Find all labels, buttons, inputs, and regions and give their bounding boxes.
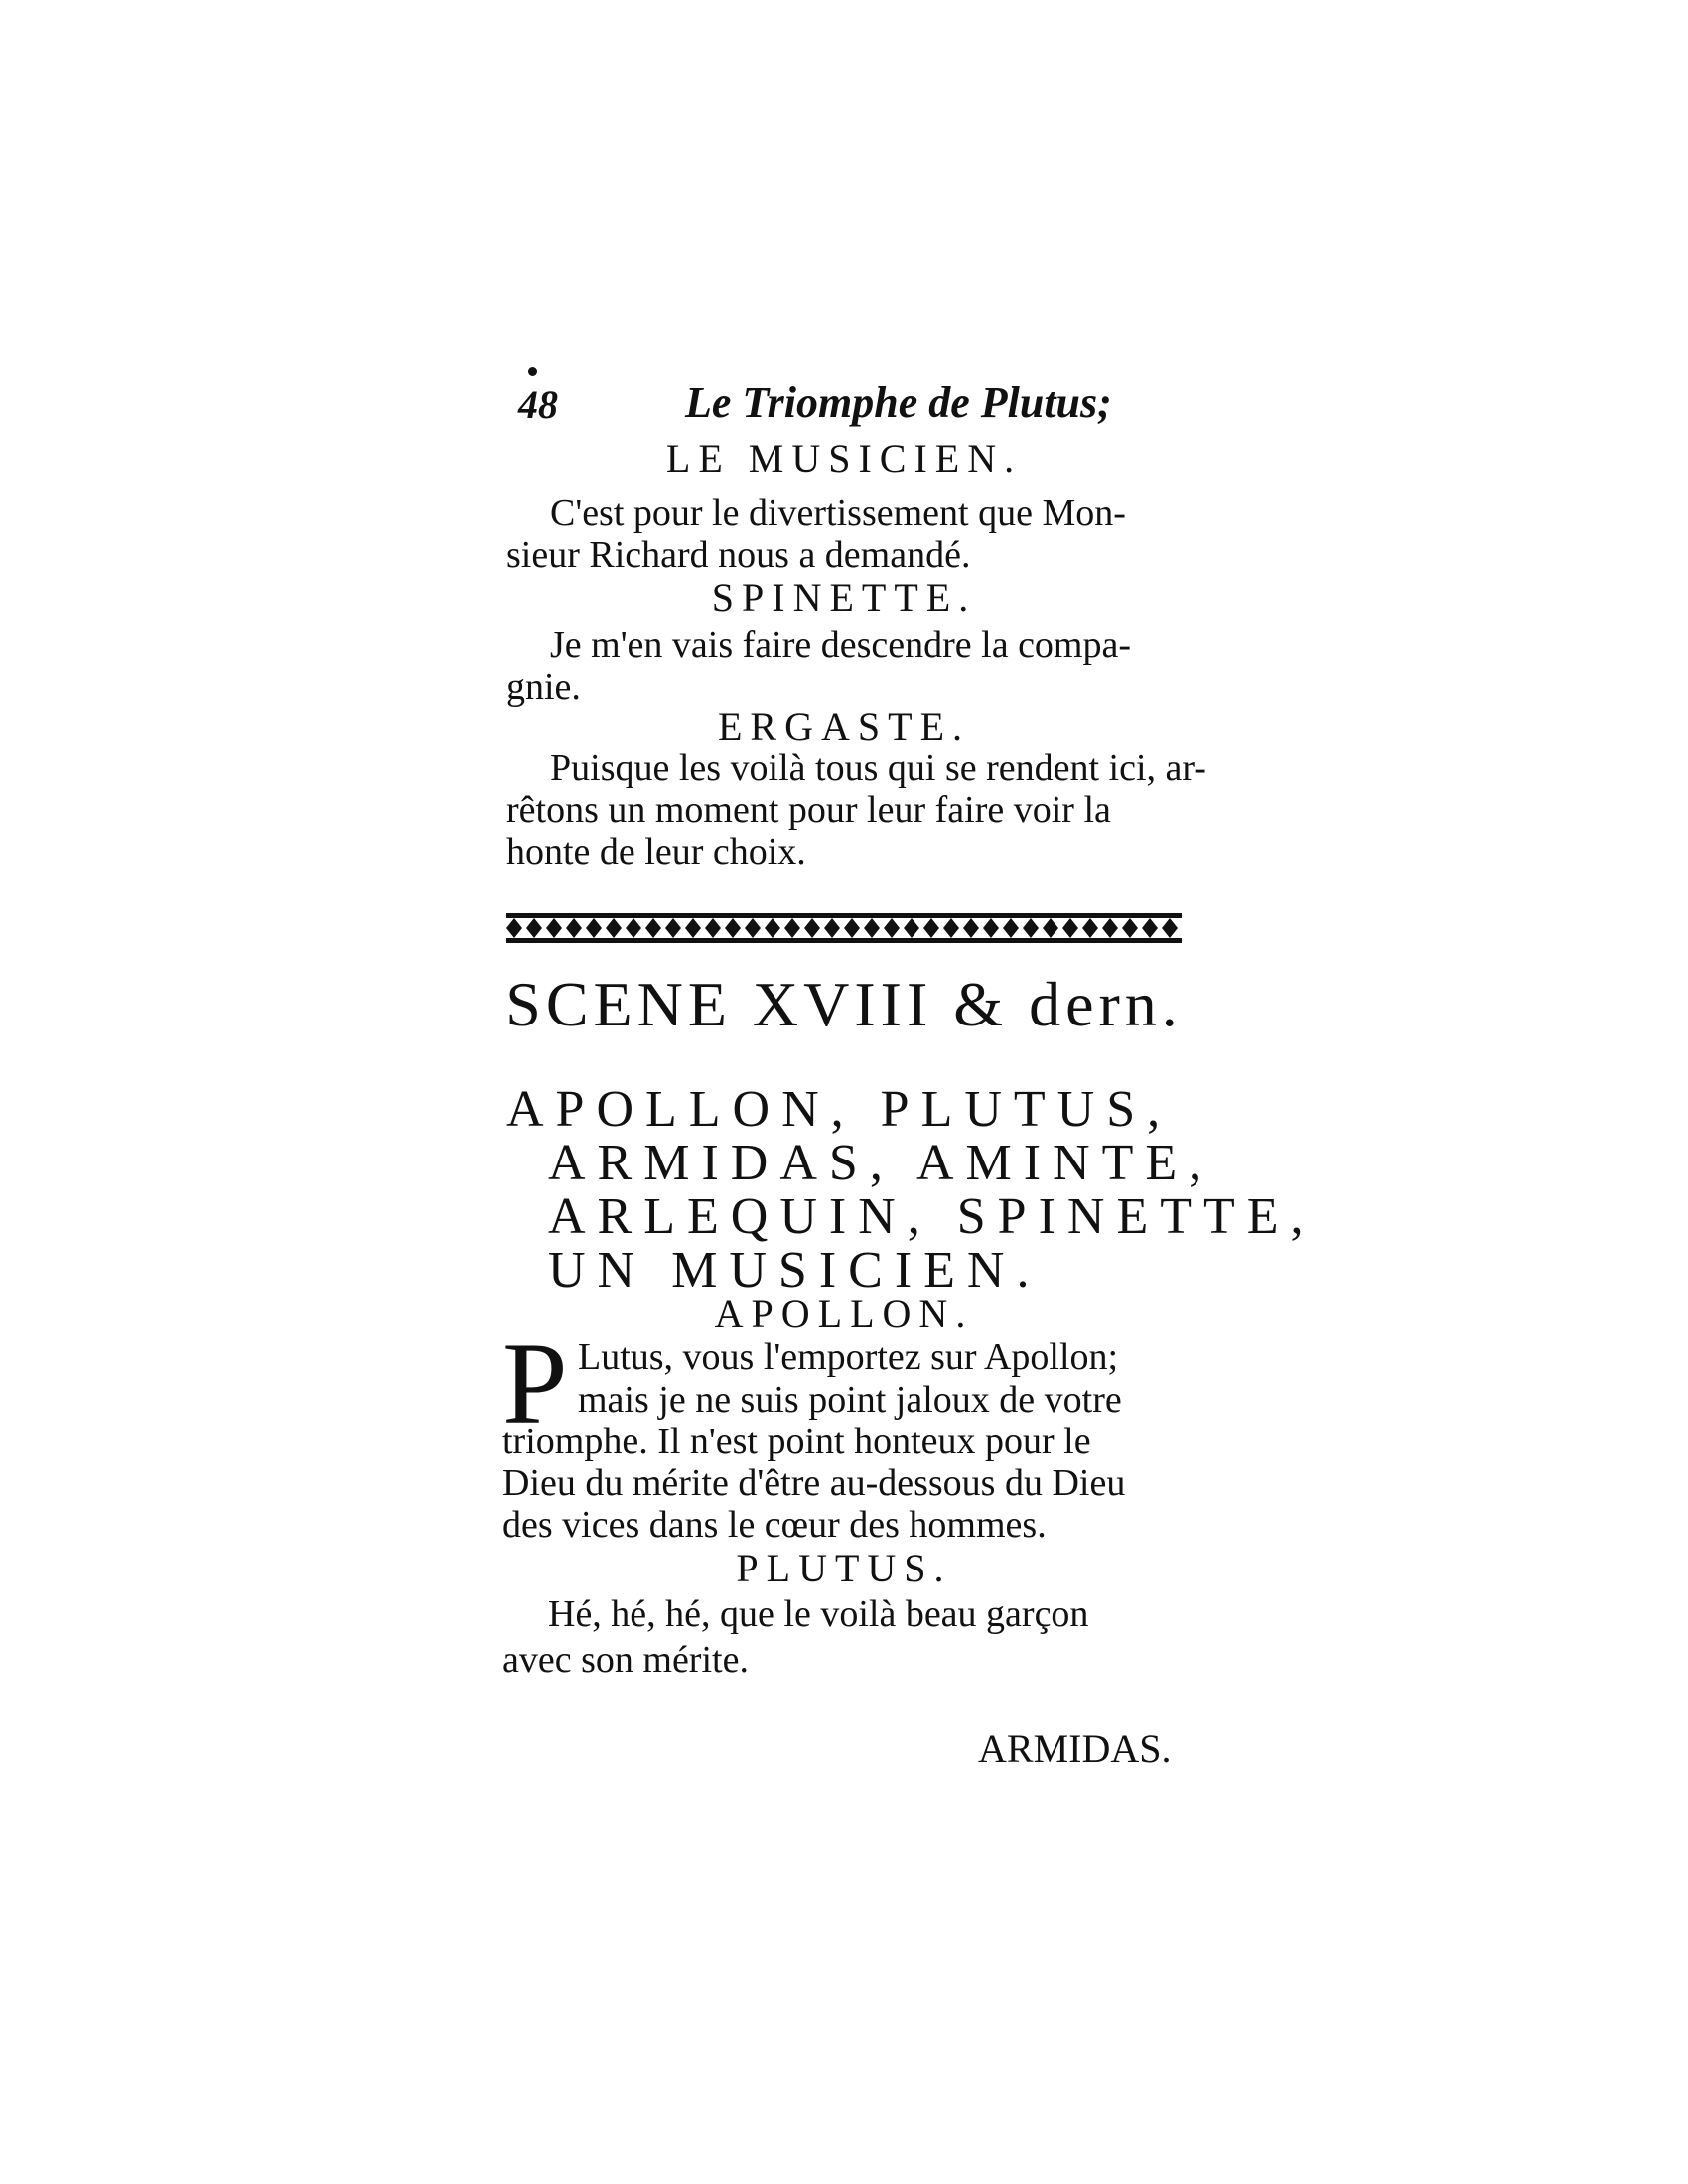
speaker-spinette: SPINETTE. [711,575,977,619]
text-line: honte de leur choix. [506,831,806,873]
text-line: mais je ne suis point jaloux de votre [578,1379,1122,1421]
ink-dot [528,367,537,376]
text-line: Dieu du mérite d'être au-dessous du Dieu [502,1462,1126,1504]
running-title: Le Triomphe de Plutus; [685,378,1112,427]
speaker-le-musicien: LE MUSICIEN. [665,436,1023,480]
page-number: 48 [518,382,558,427]
text-line: C'est pour le divertissement que Mon- [550,492,1126,534]
ornament-band-icon [506,903,1182,953]
speaker-plutus: PLUTUS. [736,1546,952,1590]
cast-line: UN MUSICIEN. [548,1242,1042,1298]
text-line: gnie. [506,666,581,708]
cast-line: ARLEQUIN, SPINETTE, [548,1188,1316,1245]
scene-title: SCENE XVIII & dern. [505,969,1183,1039]
text-line: Puisque les voilà tous qui se rendent ici, ar- [550,748,1206,789]
speaker-ergaste: ERGASTE. [718,704,970,749]
text-line: sieur Richard nous a demandé. [506,534,971,576]
text-line: rêtons un moment pour leur faire voir la [506,789,1111,831]
text-line: Je m'en vais faire descendre la compa- [550,624,1132,666]
catchword: ARMIDAS. [978,1726,1172,1771]
text-line: des vices dans le cœur des hommes. [502,1504,1047,1546]
text-line: Hé, hé, hé, que le voilà beau garçon [548,1593,1089,1635]
drop-cap: P [502,1318,568,1448]
cast-line: APOLLON, PLUTUS, [506,1081,1173,1138]
text-line: Lutus, vous l'emportez sur Apollon; [578,1336,1119,1378]
text-line: triomphe. Il n'est point honteux pour le [502,1421,1091,1462]
speaker-apollon: APOLLON. [714,1292,974,1336]
cast-line: ARMIDAS, AMINTE, [548,1135,1214,1191]
text-line: avec son mérite. [502,1639,749,1681]
